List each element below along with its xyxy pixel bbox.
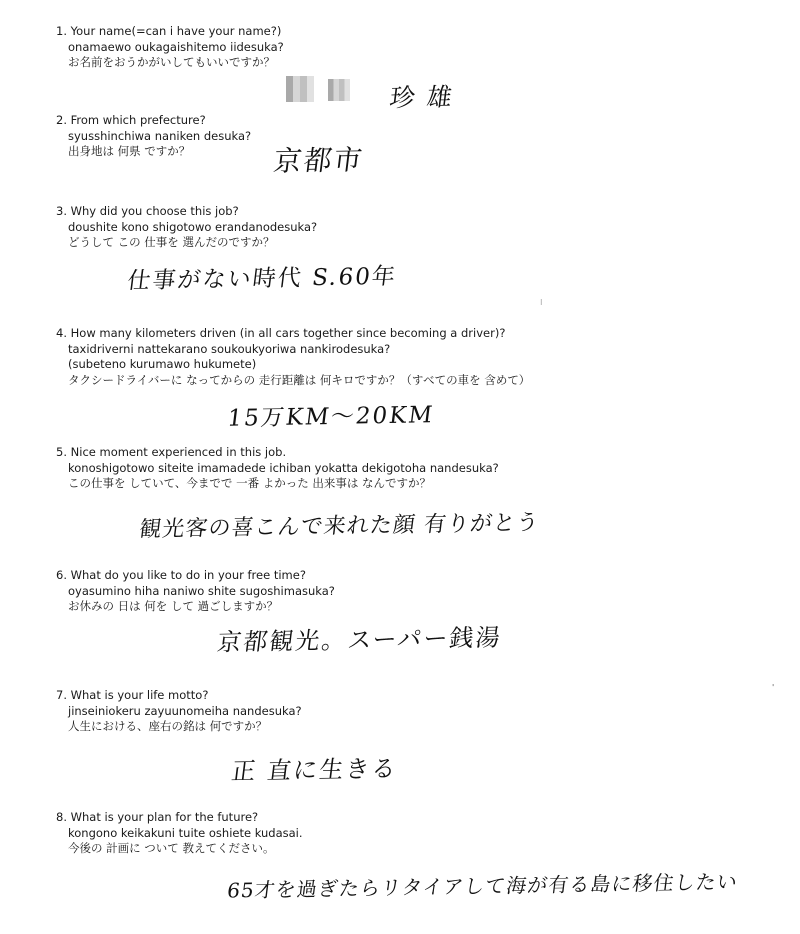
question-romaji: jinseiniokeru zayuunomeiha nandesuka? <box>68 703 302 718</box>
question-romaji: doushite kono shigotowo erandanodesuka? <box>68 219 318 234</box>
question-romaji: taxidriverni nattekarano soukoukyoriwa nankirodesuka? <box>68 341 391 356</box>
question-3 <box>56 204 317 251</box>
question-8 <box>56 810 303 857</box>
answer-4: 15万KM〜20KM <box>225 402 436 432</box>
question-2 <box>56 113 251 160</box>
scan-speck: ⁝ <box>540 298 543 307</box>
question-english: 8. What is your plan for the future? <box>56 810 259 824</box>
question-romaji-note: (subeteno kurumawo hukumete) <box>68 357 257 371</box>
question-japanese: お名前をおうかがいしてもいいですか？ <box>68 55 275 69</box>
question-english: 5. Nice moment experienced in this job. <box>56 445 287 459</box>
answer-2: 京都市 <box>271 143 366 178</box>
answer-1: 珍 雄 <box>387 82 456 113</box>
question-english: 3. Why did you choose this job? <box>56 204 239 218</box>
scan-speck: ' <box>772 683 775 692</box>
question-english: 7. What is your life motto? <box>56 688 209 702</box>
answer-6: 京都観光。スーパー銭湯 <box>215 623 504 657</box>
question-english: 1. Your name(=can i have your name?) <box>56 24 282 38</box>
question-japanese: 出身地は 何県 ですか？ <box>68 144 191 158</box>
question-japanese: お休みの 日は 何を して 過ごしますか？ <box>68 599 279 613</box>
question-english: 6. What do you like to do in your free time? <box>56 568 306 582</box>
mosaic-block <box>328 79 350 101</box>
question-romaji: konoshigotowo siteite imamadede ichiban yokatta dekigotoha nandesuka? <box>68 460 499 475</box>
question-romaji: kongono keikakuni tuite oshiete kudasai. <box>68 825 303 840</box>
question-romaji: oyasumino hiha naniwo shite sugoshimasuka? <box>68 583 335 598</box>
answer-5: 観光客の喜こんで来れた顔 有りがとう <box>137 510 541 543</box>
question-1 <box>56 24 284 71</box>
question-japanese: この仕事を していて、今までで 一番 よかった 出来事は なんですか？ <box>68 476 432 490</box>
question-english: 2. From which prefecture? <box>56 113 206 127</box>
question-japanese: どうして この 仕事を 選んだのですか？ <box>68 235 275 249</box>
question-romaji: onamaewo oukagaishitemo iidesuka? <box>68 39 284 54</box>
redacted-name-mosaic <box>286 76 350 102</box>
answer-3: 仕事がない時代 S.60年 <box>125 263 399 295</box>
question-japanese: 今後の 計画に ついて 教えてください。 <box>68 841 275 855</box>
question-4 <box>56 326 530 388</box>
question-japanese: タクシードライバーに なってからの 走行距離は 何キロですか？（すべての車を 含めて） <box>68 372 531 387</box>
question-japanese: 人生における、座右の銘は 何ですか？ <box>68 719 268 733</box>
answer-7: 正 直に生きる <box>229 754 400 786</box>
mosaic-block <box>286 76 314 102</box>
question-romaji: syusshinchiwa naniken desuka? <box>68 128 252 143</box>
answer-8: 65才を過ぎたらリタイアして海が有る島に移住したい <box>225 869 740 903</box>
question-6 <box>56 568 335 615</box>
question-7 <box>56 688 302 735</box>
question-english: 4. How many kilometers driven (in all cars together since becoming a driver)? <box>56 326 506 340</box>
question-5 <box>56 445 499 492</box>
